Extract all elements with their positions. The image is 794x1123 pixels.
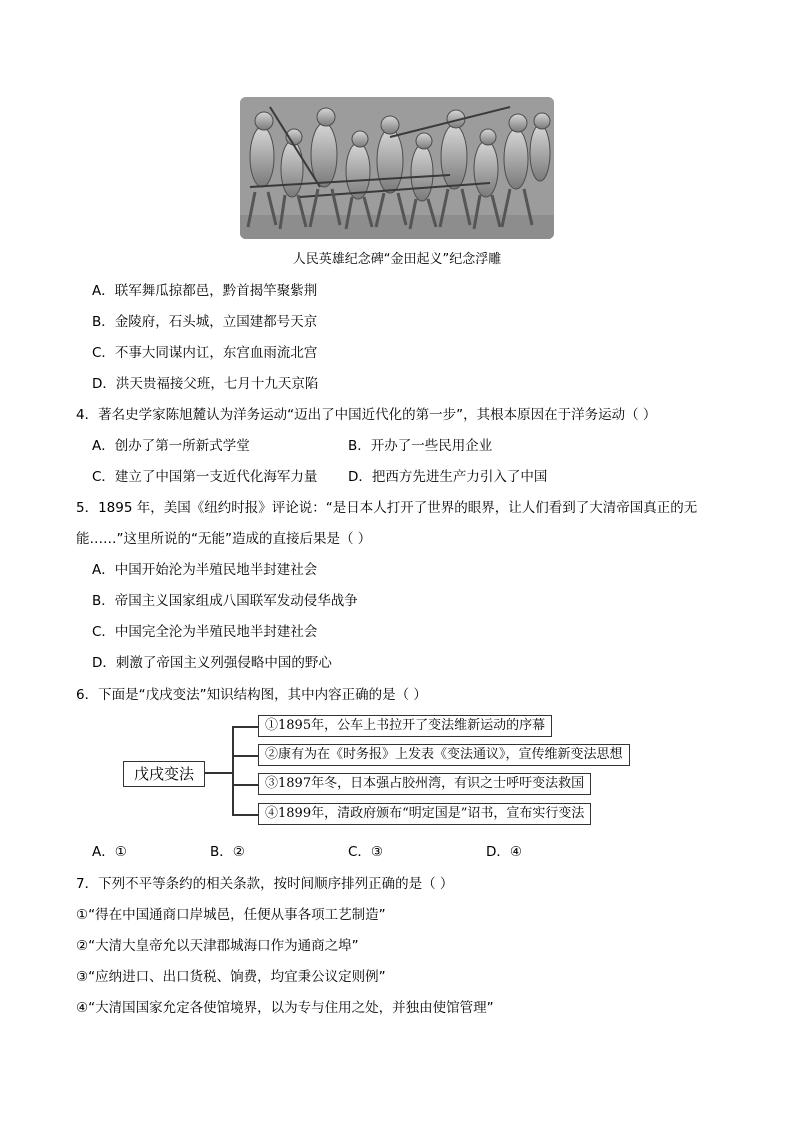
figure-caption: 人民英雄纪念碑“金田起义”纪念浮雕 [292, 252, 502, 267]
q7-item-3: ③“应纳进口、出口货税、饷费，均宜秉公议定则例” [76, 969, 386, 985]
q5-option-c: C．中国完全沦为半殖民地半封建社会 [92, 624, 318, 640]
diagram-branch-1: ①1895年，公车上书拉开了变法维新运动的序幕 [258, 715, 552, 737]
diagram-branch-3: ③1897年冬，日本强占胶州湾，有识之士呼吁变法救国 [258, 773, 591, 795]
q7-item-4: ④“大清国国家允定各使馆境界，以为专与住用之处，并独由使馆管理” [76, 1000, 494, 1016]
q4-option-b: B．开办了一些民用企业 [348, 438, 493, 454]
q4-stem: 4．著名史学家陈旭麓认为洋务运动“迈出了中国近代化的第一步”，其根本原因在于洋务运动（ ） [76, 407, 657, 423]
q7-item-1: ①“得在中国通商口岸城邑，任便从事各项工艺制造” [76, 907, 386, 923]
connector [232, 726, 234, 815]
q5-option-b: B．帝国主义国家组成八国联军发动侵华战争 [92, 593, 358, 609]
q4-option-c: C．建立了中国第一支近代化海军力量 [92, 469, 318, 485]
q6-option-d: D．④ [486, 844, 522, 860]
q5-stem-line1: 5．1895 年，美国《纽约时报》评论说：“是日本人打开了世界的眼界，让人们看到了大清帝国真正的无 [76, 500, 698, 516]
connector [232, 755, 258, 757]
diagram-root-node: 戊戌变法 [123, 761, 205, 787]
q6-stem: 6．下面是“戊戌变法”知识结构图，其中内容正确的是（ ） [76, 687, 427, 703]
q7-item-2: ②“大清大皇帝允以天津郡城海口作为通商之埠” [76, 938, 359, 954]
relief-sculpture-image [240, 97, 554, 239]
q6-option-c: C．③ [348, 844, 384, 860]
diagram-branch-2: ②康有为在《时务报》上发表《变法通议》，宣传维新变法思想 [258, 744, 630, 766]
q3-option-b: B．金陵府，石头城，立国建都号天京 [92, 314, 318, 330]
diagram-branch-4: ④1899年，清政府颁布“明定国是”诏书，宣布实行变法 [258, 803, 591, 825]
connector [232, 726, 258, 728]
q6-option-a: A．① [92, 844, 127, 860]
connector [232, 784, 258, 786]
q5-stem-line2: 能……”这里所说的“无能”造成的直接后果是（ ） [76, 531, 372, 547]
q4-option-a: A．创办了第一所新式学堂 [92, 438, 250, 454]
q3-option-d: D．洪天贵福接父班，七月十九天京陷 [92, 376, 319, 392]
q3-option-c: C．不事大同谋内讧，东宫血雨流北宫 [92, 345, 318, 361]
q4-option-d: D．把西方先进生产力引入了中国 [348, 469, 548, 485]
connector [232, 814, 258, 816]
q3-option-a: A．联军舞瓜掠都邑，黔首揭竿聚紫荆 [92, 283, 318, 299]
q5-option-a: A．中国开始沦为半殖民地半封建社会 [92, 562, 318, 578]
q6-option-b: B．② [210, 844, 245, 860]
q5-option-d: D．刺激了帝国主义列强侵略中国的野心 [92, 655, 332, 671]
connector [204, 772, 232, 774]
q7-stem: 7．下列不平等条约的相关条款，按时间顺序排列正确的是（ ） [76, 876, 454, 892]
